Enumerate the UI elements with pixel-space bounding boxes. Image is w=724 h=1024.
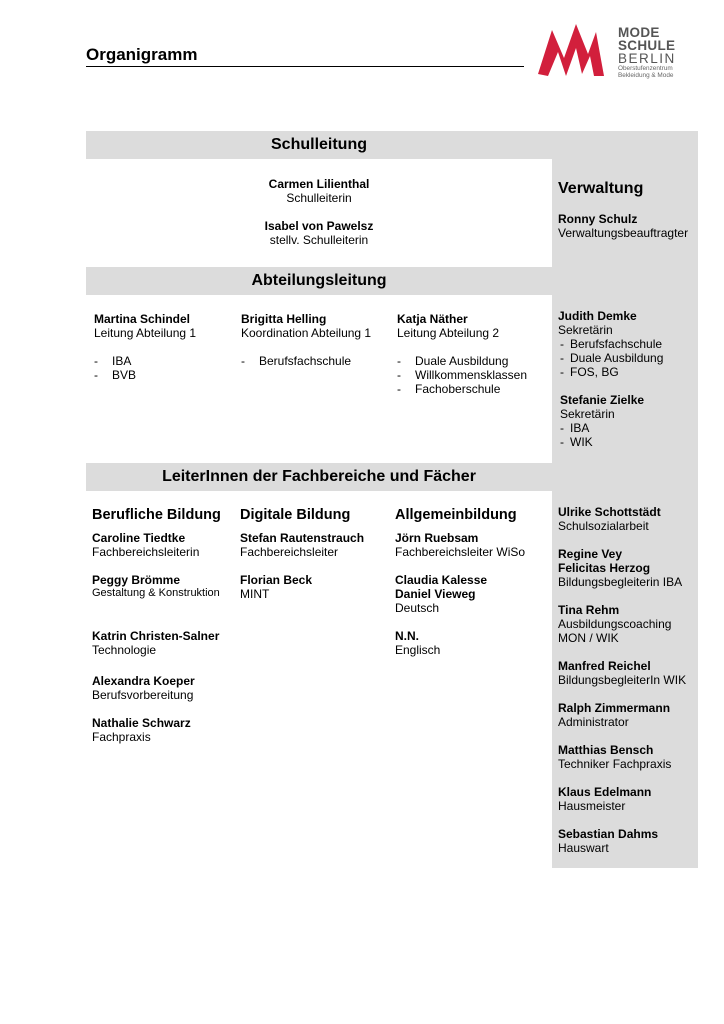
person-name: Stefan Rautenstrauch <box>240 531 365 545</box>
person-name: Regine Vey <box>558 547 623 561</box>
logo-sub-2: Bekleidung & Mode <box>618 72 674 79</box>
person-role: MON / WIK <box>558 631 619 645</box>
staff-list <box>558 505 696 855</box>
list-item: - IBA <box>94 354 132 368</box>
person-role: Bildungsbegleiterin IBA <box>558 575 683 589</box>
person-role: Sekretärin <box>560 407 615 421</box>
schulleitung-block <box>86 177 552 247</box>
person-role: Fachbereichsleiter <box>240 545 339 559</box>
list-item <box>558 827 696 855</box>
person-name: Isabel von Pawelsz <box>264 219 374 233</box>
person-role: Fachpraxis <box>92 730 151 744</box>
person-role: Techniker Fachpraxis <box>558 757 672 771</box>
person-name: Stefanie Zielke <box>560 393 645 407</box>
page-title: Organigramm <box>86 45 198 64</box>
person-name: Alexandra Koeper <box>92 674 195 688</box>
column-heading: Berufliche Bildung <box>92 507 221 523</box>
person-name: Caroline Tiedtke <box>92 531 186 545</box>
person-name: Florian Beck <box>240 573 313 587</box>
person-name: Manfred Reichel <box>558 659 651 673</box>
schulleitung-heading: Schulleitung <box>86 131 552 159</box>
person-role: Sekretärin <box>558 323 613 337</box>
person-role: MINT <box>240 587 270 601</box>
abteilungsleitung-heading: Abteilungsleitung <box>86 267 552 295</box>
person-name: Jörn Ruebsam <box>395 531 479 545</box>
list-item: - IBA <box>560 421 590 435</box>
list-item: - BVB <box>94 368 137 382</box>
column-heading: Allgemeinbildung <box>395 507 517 523</box>
person-name: Carmen Lilienthal <box>268 177 370 191</box>
person-name: Claudia Kalesse <box>395 573 488 587</box>
list-item <box>558 547 696 589</box>
person-name: Martina Schindel <box>94 312 191 326</box>
fachbereiche-heading: LeiterInnen der Fachbereiche und Fächer <box>86 463 552 491</box>
list-item: - WIK <box>560 435 593 449</box>
person-name: N.N. <box>395 629 419 643</box>
person-name: Klaus Edelmann <box>558 785 652 799</box>
person-name: Ronny Schulz <box>558 212 638 226</box>
verwaltung-head-person <box>558 212 688 240</box>
person-role: Schulsozialarbeit <box>558 519 649 533</box>
list-item <box>558 505 696 533</box>
person-name: Judith Demke <box>558 309 637 323</box>
list-item: - Willkommensklassen <box>397 368 528 382</box>
logo-line-berlin: BERLIN <box>618 51 676 66</box>
list-item: - Berufsfachschule <box>241 354 352 368</box>
person-role: Koordination Abteilung 1 <box>241 326 372 340</box>
logo-line-schule: SCHULE <box>618 38 676 53</box>
person-role: Verwaltungsbeauftragter <box>558 226 689 240</box>
person-role: Ausbildungscoaching <box>558 617 672 631</box>
list-item: - Fachoberschule <box>397 382 501 396</box>
logo-mark-icon <box>534 18 618 82</box>
sekretariat-demke <box>558 309 663 379</box>
list-item <box>558 701 696 729</box>
list-item: - Duale Ausbildung <box>397 354 509 368</box>
person-name: Matthias Bensch <box>558 743 654 757</box>
person-role: stellv. Schulleiterin <box>269 233 369 247</box>
person-name: Nathalie Schwarz <box>92 716 191 730</box>
abteilung-col-2 <box>241 312 371 368</box>
person-name: Sebastian Dahms <box>558 827 659 841</box>
person-name: Ralph Zimmermann <box>558 701 671 715</box>
logo-line-mode: MODE <box>618 25 660 40</box>
list-item <box>558 659 696 687</box>
person-role: Schulleiterin <box>286 191 352 205</box>
column-heading: Digitale Bildung <box>240 507 351 523</box>
person-name: Katja Näther <box>397 312 468 326</box>
verwaltung-heading: Verwaltung <box>558 180 644 197</box>
fachbereich-berufliche-bildung <box>92 507 238 744</box>
school-logo <box>534 18 694 82</box>
person-name: Tina Rehm <box>558 603 620 617</box>
list-item: - FOS, BG <box>560 365 619 379</box>
abteilung-col-1 <box>94 312 196 382</box>
fachbereich-digitale-bildung <box>240 507 390 601</box>
person-role: Hausmeister <box>558 799 626 813</box>
list-item: - Duale Ausbildung <box>560 351 664 365</box>
list-item <box>558 743 696 771</box>
person-role: Berufsvorbereitung <box>92 688 194 702</box>
list-item <box>558 785 696 813</box>
person-name: Katrin Christen-Salner <box>92 629 220 643</box>
person-name: Felicitas Herzog <box>558 561 651 575</box>
fachbereich-allgemeinbildung <box>395 507 550 657</box>
person-role: BildungsbegleiterIn WIK <box>558 673 687 687</box>
person-role: Leitung Abteilung 1 <box>94 326 197 340</box>
sekretariat-zielke <box>560 393 644 449</box>
person-role: Fachbereichsleiterin <box>92 545 200 559</box>
person-name: Peggy Brömme <box>92 573 181 587</box>
title-underline <box>86 66 524 67</box>
person-role: Englisch <box>395 643 441 657</box>
person-role: Hauswart <box>558 841 609 855</box>
person-role: Gestaltung & Konstruktion <box>92 587 220 599</box>
person-name: Daniel Vieweg <box>395 587 476 601</box>
list-item <box>558 603 696 645</box>
person-name: Ulrike Schottstädt <box>558 505 661 519</box>
logo-sub-1: Oberstufenzentrum <box>618 65 673 72</box>
person-role: Technologie <box>92 643 157 657</box>
person-role: Administrator <box>558 715 629 729</box>
person-role: Leitung Abteilung 2 <box>397 326 500 340</box>
person-role: Fachbereichsleiter WiSo <box>395 545 526 559</box>
person-name: Brigitta Helling <box>241 312 327 326</box>
abteilung-col-3 <box>397 312 527 396</box>
list-item: - Berufsfachschule <box>560 337 663 351</box>
person-role: Deutsch <box>395 601 440 615</box>
